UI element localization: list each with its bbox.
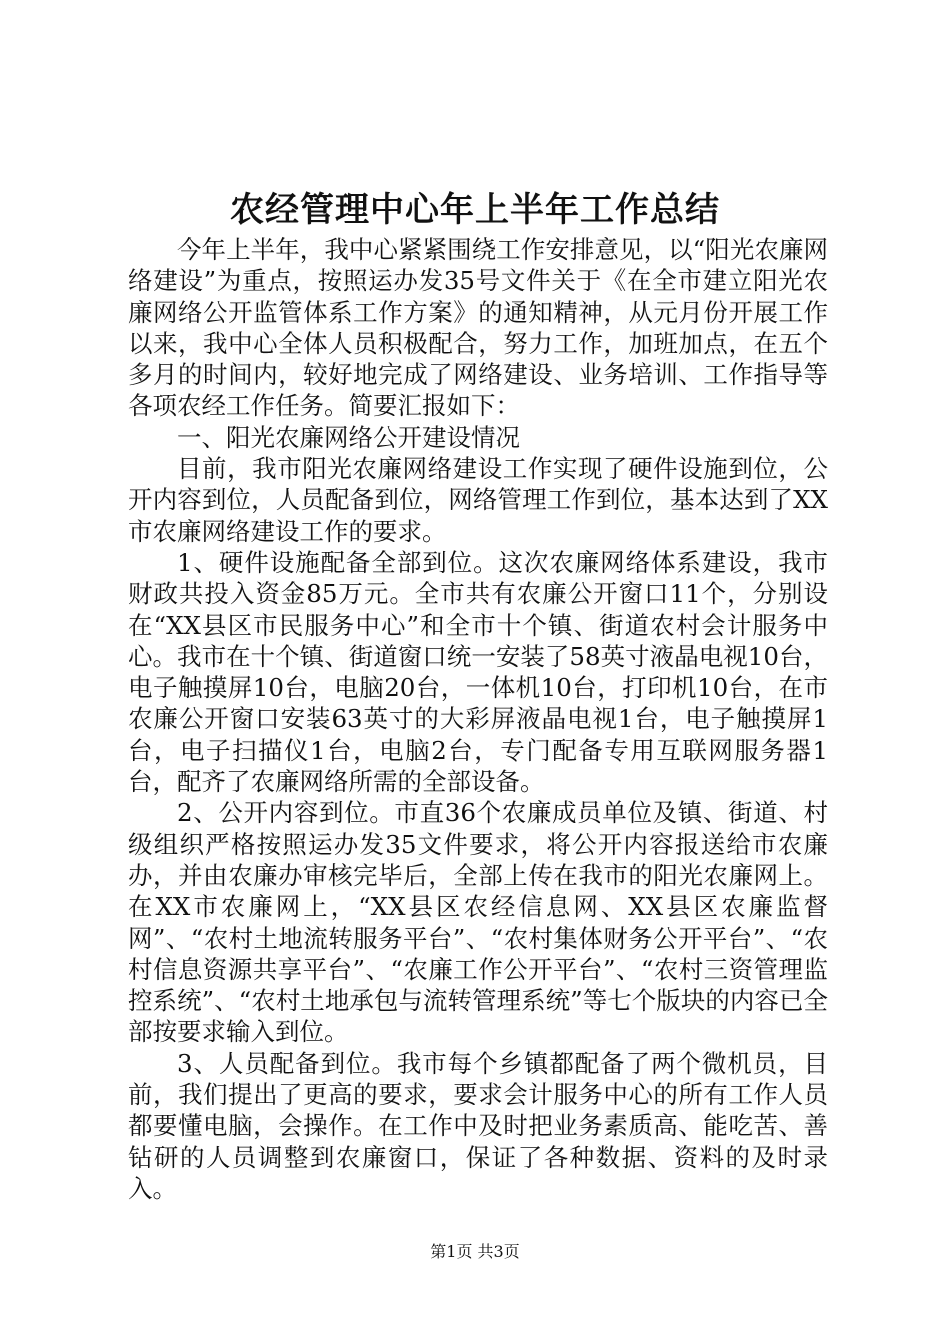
document-title: 农经管理中心年上半年工作总结	[230, 190, 720, 230]
page-footer: 第1页 共3页	[430, 1242, 520, 1261]
section-heading-1: 一、阳光农廉网络公开建设情况	[177, 422, 520, 452]
paragraph-staffing: 3、人员配备到位。我市每个乡镇都配备了两个微机员，目前，我们提出了更高的要求，要求会计服务中心的所有工作人员都要懂电脑，会操作。在工作中及时把业务素质高、能吃苦、善钻研的人员调整到农廉窗口，保证了各种数据、资料的及时录入。	[128, 1048, 828, 1203]
document-body	[128, 234, 828, 1204]
paragraph-content: 2、公开内容到位。市直36个农廉成员单位及镇、街道、村级组织严格按照运办发35文件要求，将公开内容报送给市农廉办，并由农廉办审核完毕后，全部上传在我市的阳光农廉网上。在XX市农廉网上，“XX县区农经信息网、XX县区农廉监督网”、“农村土地流转服务平台”、“农村集体财务公开平台”、“农村信息资源共享平台”、“农廉工作公开平台”、“农村三资管理监控系统”、“农村土地承包与流转管理系统”等七个版块的内容已全部按要求输入到位。	[128, 798, 828, 1047]
paragraph-hardware: 1、硬件设施配备全部到位。这次农廉网络体系建设，我市财政共投入资金85万元。全市共有农廉公开窗口11个，分别设在“XX县区市民服务中心”和全市十个镇、街道农村会计服务中心。我市在十个镇、街道窗口统一安装了58英寸液晶电视10台，电子触摸屏10台，电脑20台，一体机10台，打印机10台，在市农廉公开窗口安装63英寸的大彩屏液晶电视1台，电子触摸屏1台，电子扫描仪1台，电脑2台，专门配备专用互联网服务器1台，配齐了农廉网络所需的全部设备。	[128, 547, 828, 797]
paragraph-overview: 目前，我市阳光农廉网络建设工作实现了硬件设施到位，公开内容到位，人员配备到位，网络管理工作到位，基本达到了XX市农廉网络建设工作的要求。	[128, 454, 828, 546]
paragraph-intro: 今年上半年，我中心紧紧围绕工作安排意见，以“阳光农廉网络建设”为重点，按照运办发35号文件关于《在全市建立阳光农廉网络公开监管体系工作方案》的通知精神，从元月份开展工作以来，我中心全体人员积极配合，努力工作，加班加点，在五个多月的时间内，较好地完成了网络建设、业务培训、工作指导等各项农经工作任务。简要汇报如下：	[128, 235, 828, 421]
